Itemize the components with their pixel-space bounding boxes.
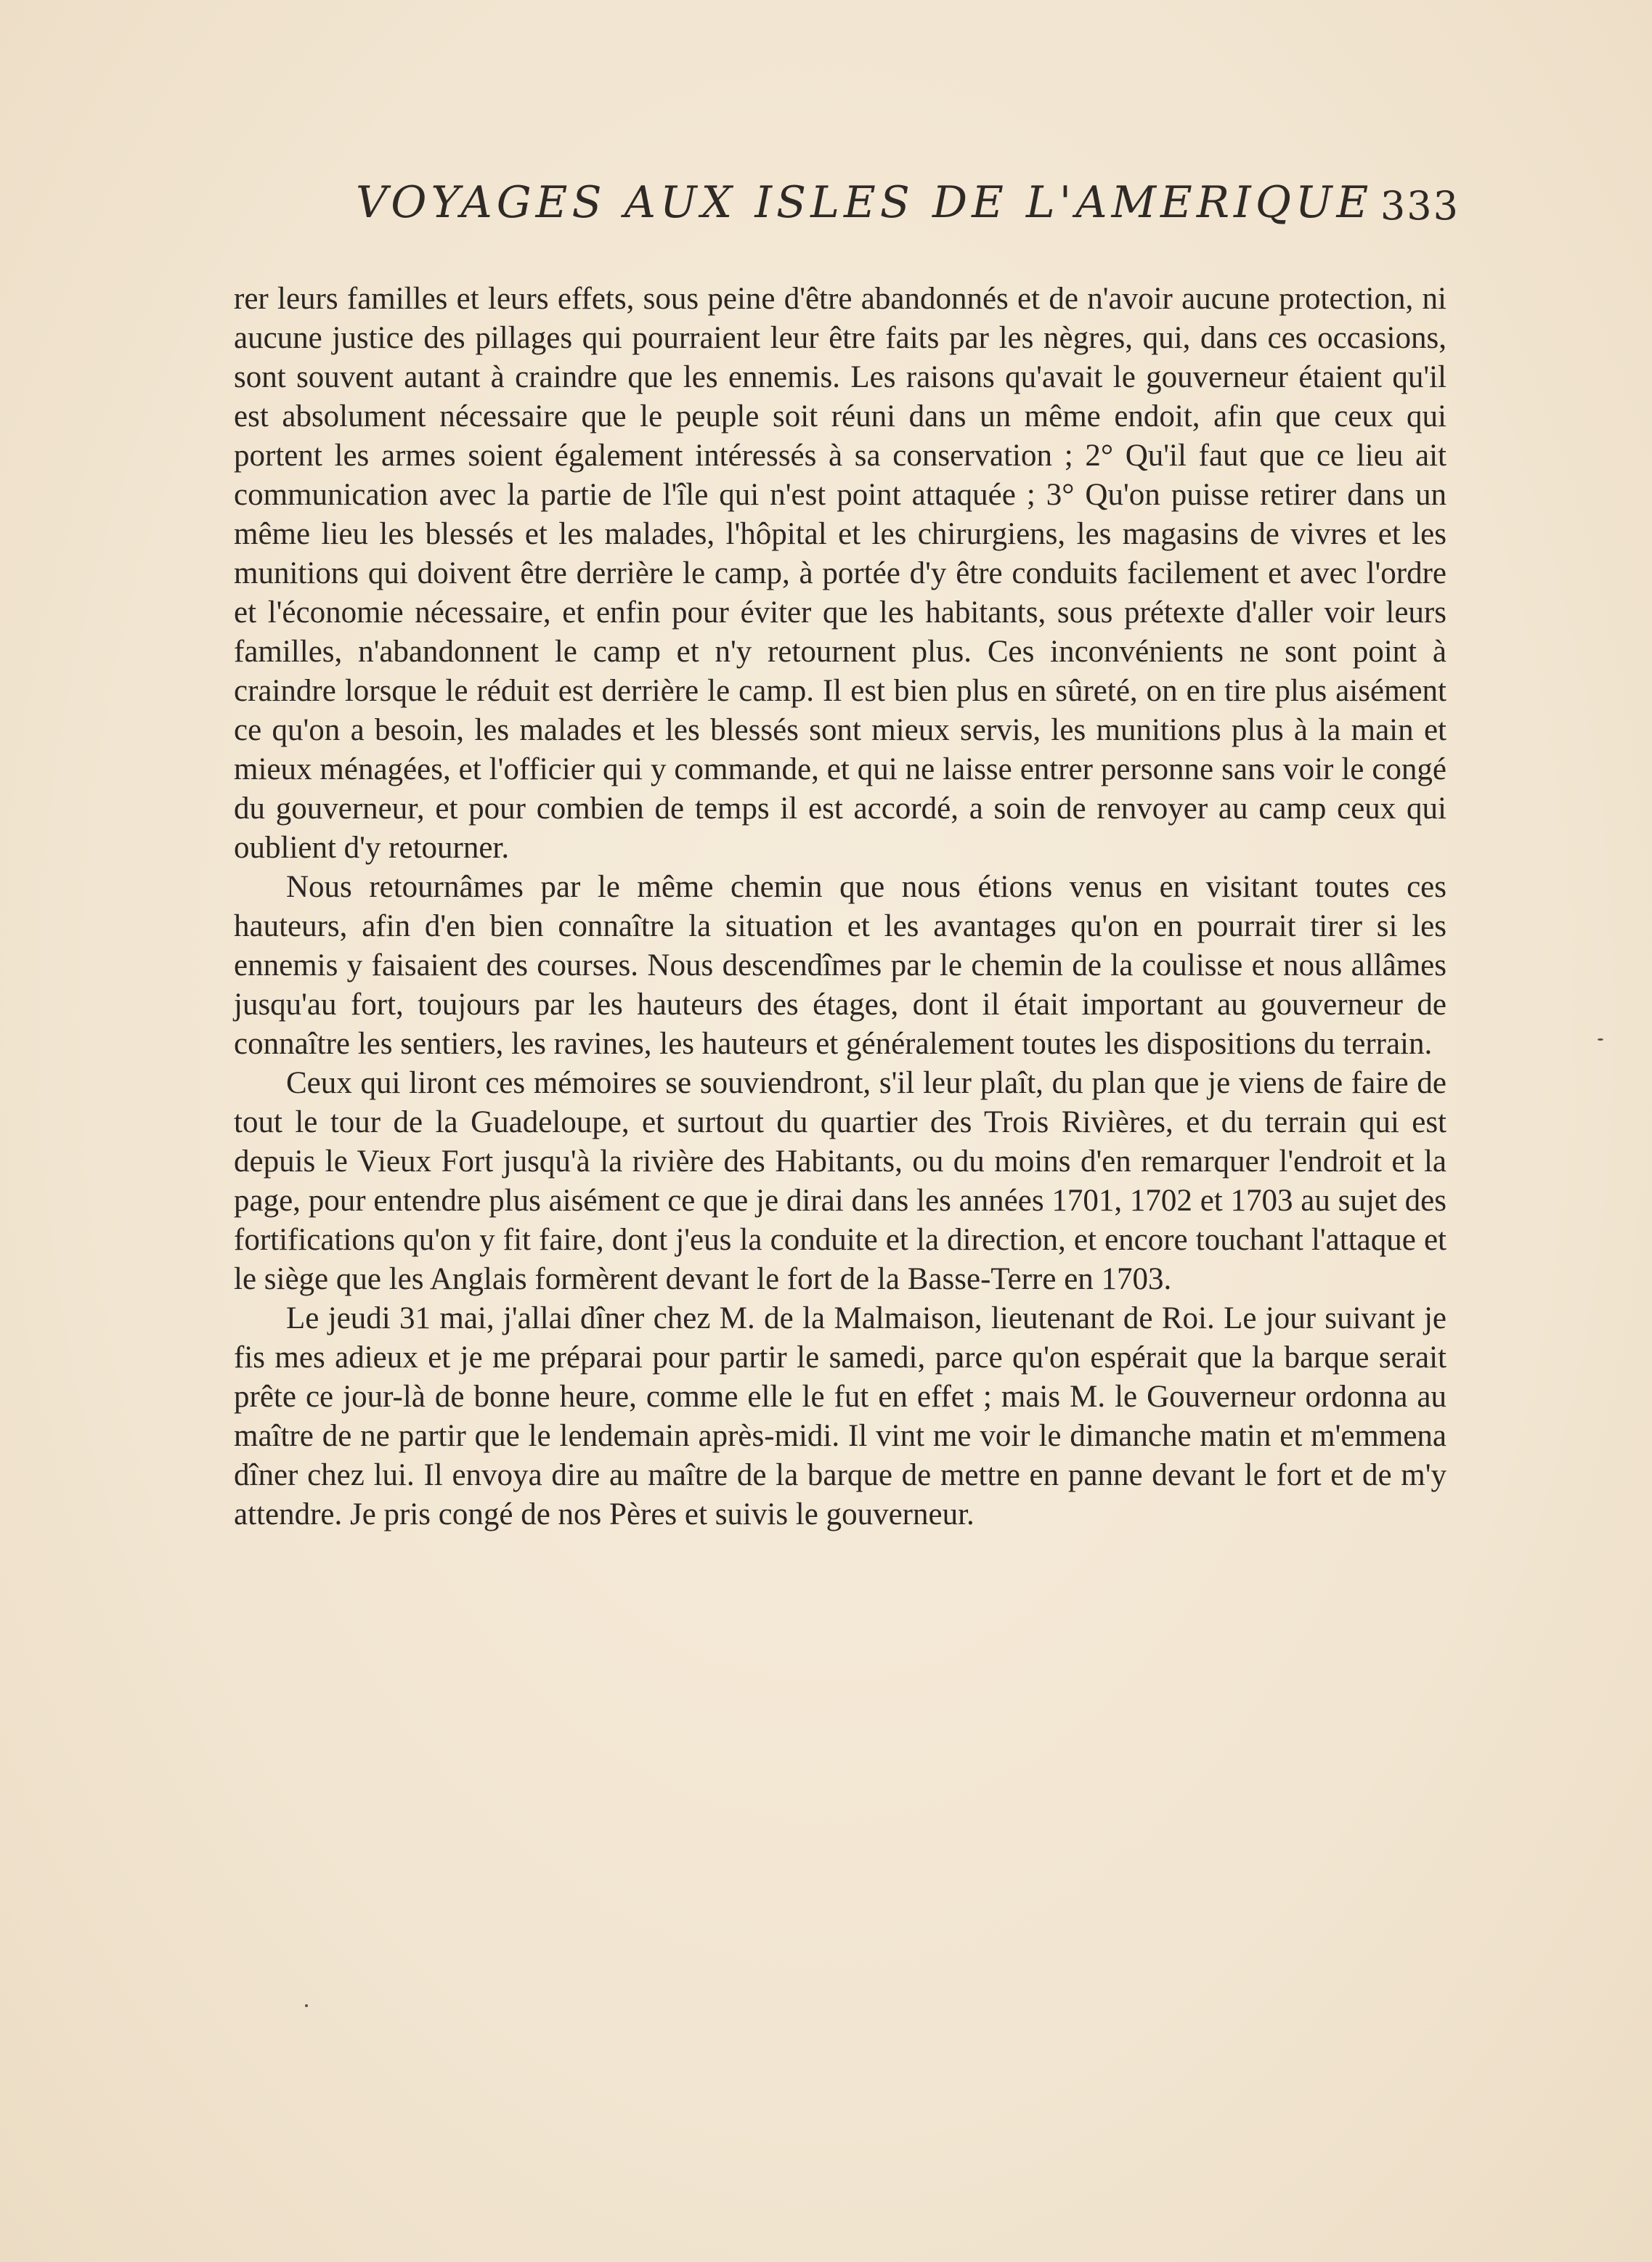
- paragraph: Ceux qui liront ces mémoires se souviendront, s'il leur plaît, du plan que je viens de faire de tout le tour de la Guadeloupe, et surtout du quartier des Trois Rivières, et du terrain qui est depuis le Vieux Fort jusqu'à la rivière des Habitants, ou du moins d'en remarquer l'endroit et la page, pour entendre plus aisément ce que je dirai dans les années 1701, 1702 et 1703 au sujet des fortifications qu'on y fit faire, dont j'eus la conduite et la direction, et encore touchant l'attaque et le siège que les Anglais formèrent devant le fort de la Basse-Terre en 1703.: [234, 1066, 1446, 1296]
- page-number: 333: [1380, 183, 1460, 229]
- body-text: [234, 280, 1446, 1534]
- paragraph: Nous retournâmes par le même chemin que nous étions venus en visitant toutes ces hauteurs, afin d'en bien connaître la situation et les avantages qu'on en pourrait tirer si les ennemis y faisaient des courses. Nous descendîmes par le chemin de la coulisse et nous allâmes jusqu'au fort, toujours par les hauteurs des étages, dont il était important au gouverneur de connaître les sentiers, les ravines, les hauteurs et généralement toutes les dispositions du terrain.: [234, 870, 1446, 1061]
- running-title: VOYAGES AUX ISLES DE L'AMERIQUE: [356, 177, 1373, 228]
- paragraph-continued: rer leurs familles et leurs effets, sous peine d'être abandonnés et de n'avoir aucune protection, ni aucune justice des pillages qui pourraient leur être faits par les nègres, qui, dans ces occasions, sont souvent autant à craindre que les ennemis. Les raisons qu'avait le gouverneur étaient qu'il est absolument nécessaire que le peuple soit réuni dans un même endoit, afin que ceux qui portent les armes soient également intéressés à sa conservation ; 2° Qu'il faut que ce lieu ait communication avec la partie de l'île qui n'est point attaquée ; 3° Qu'on puisse retirer dans un même lieu les blessés et les malades, l'hôpital et les chirurgiens, les magasins de vivres et les munitions qui doivent être derrière le camp, à portée d'y être conduits facilement et avec l'ordre et l'économie nécessaire, et enfin pour éviter que les habitants, sous prétexte d'aller voir leurs familles, n'abandonnent le camp et n'y retournent plus. Ces inconvénients ne sont point à craindre lorsque le réduit est derrière le camp. Il est bien plus en sûreté, on en tire plus aisément ce qu'on a besoin, les malades et les blessés sont mieux servis, les munitions plus à la main et mieux ménagées, et l'officier qui y commande, et qui ne laisse entrer personne sans voir le congé du gouverneur, et pour combien de temps il est accordé, a soin de renvoyer au camp ceux qui oublient d'y retourner.: [234, 282, 1446, 865]
- paper-speck: [1598, 1038, 1603, 1041]
- paper-speck: [305, 2004, 308, 2007]
- page-header: [356, 173, 1460, 245]
- paragraph: Le jeudi 31 mai, j'allai dîner chez M. de la Malmaison, lieutenant de Roi. Le jour suivant je fis mes adieux et je me préparai pour partir le samedi, parce qu'on espérait que la barque serait prête ce jour-là de bonne heure, comme elle le fut en effet ; mais M. le Gouverneur ordonna au maître de ne partir que le lendemain après-midi. Il vint me voir le dimanche matin et m'emmena dîner chez lui. Il envoya dire au maître de la barque de mettre en panne devant le fort et de m'y attendre. Je pris congé de nos Pères et suivis le gouverneur.: [234, 1301, 1446, 1531]
